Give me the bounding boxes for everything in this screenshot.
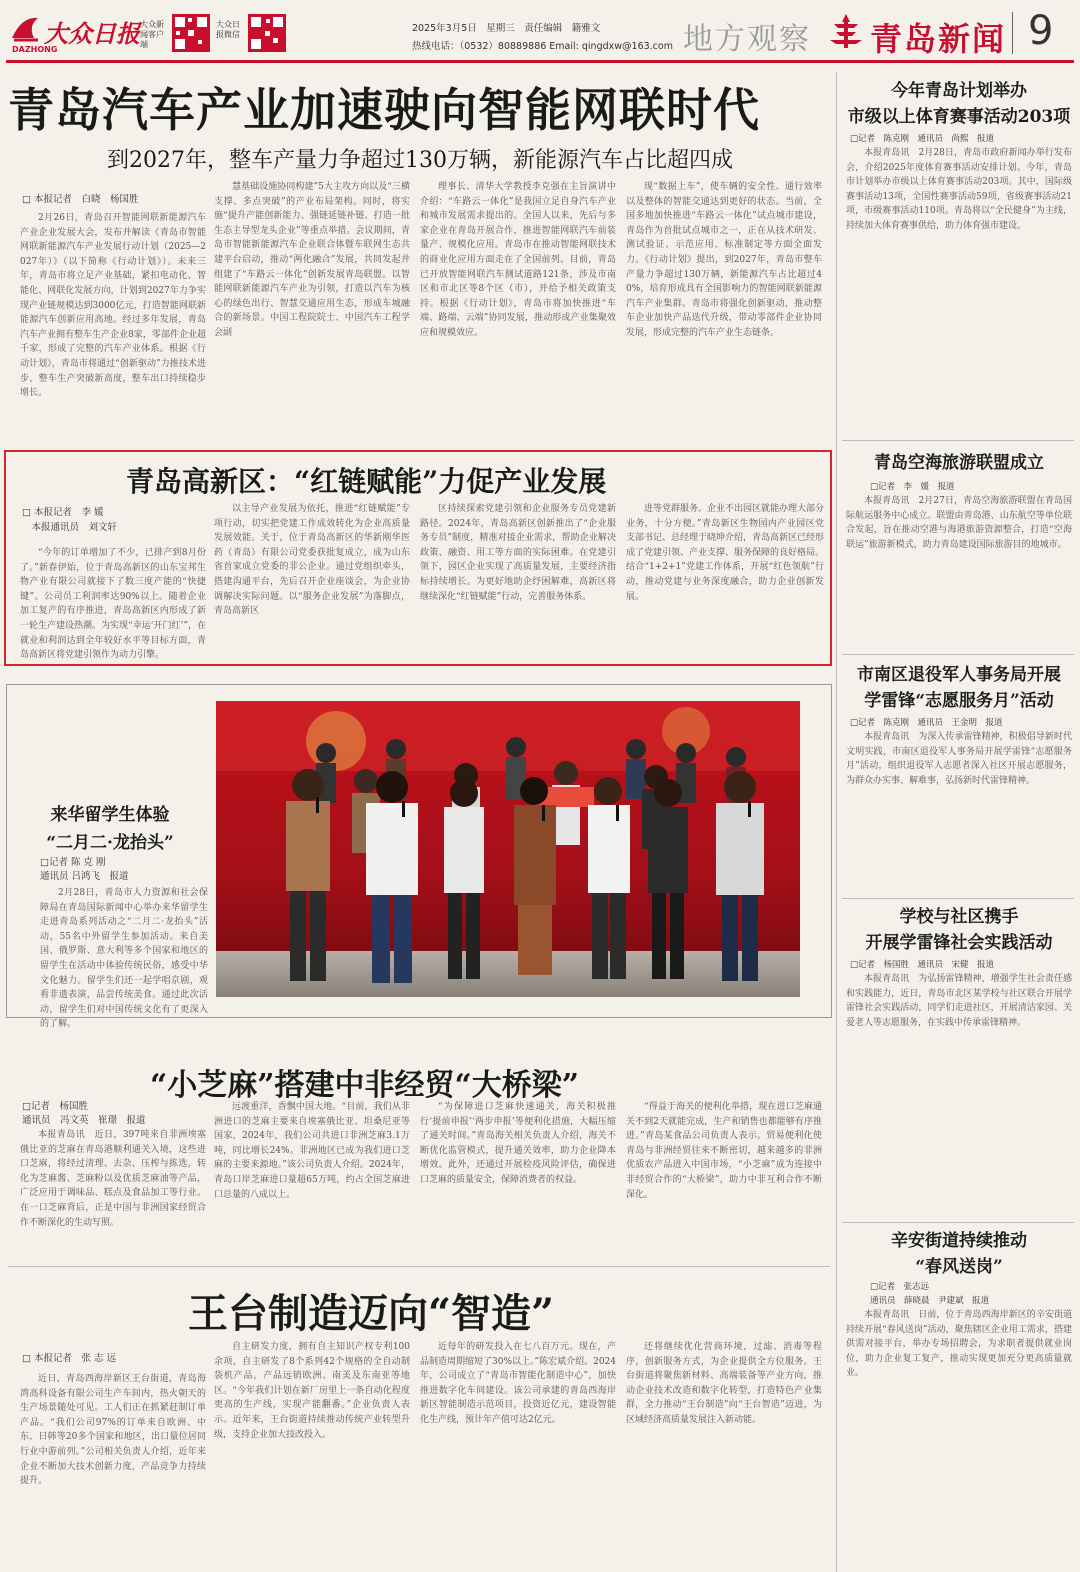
lead-col-2: 慧基础设施协同构建”5大主攻方向以及“三横支撑、多点突破”的产业布局架构。同时，将实施“提升产能创新能力、强链延链补链、打造一批生态主导型龙头企业”等重点举措。会议期间，青岛市智能新能源汽车企业联合体暨车联网生态共建平台启动，推动“两化融合”发展，共同发起并组建了“车路云一体化”创新发展青岛联盟。以智能网联新能源汽车产业为引领，打造以汽车为核心的绿色出行、智慧交通应用生态，形成车城融合的新场景。中国工程院院士、中国汽车工程学会副: [214, 182, 410, 338]
wangtai-col-1: 近日，青岛西海岸新区王台街道，青岛海湾高科设备有限公司生产车间内，热火朝天的生产场景随处可见。工人们正在抓紧赶制订单产品。“我们公司97%的订单来自欧洲、中东、日韩等20多个国家和地区，出口量位居同行业中游前列。”公司相关负责人介绍，近年来企业不断加大技术创新力度，产品竞争力持续提升。: [20, 1374, 206, 1487]
sidebar-2-title: 青岛空海旅游联盟成立: [874, 453, 1044, 473]
red-link-col-3: 区持续探索党建引领和企业服务专员党建新路径。2024年，青岛高新区创新推出了“企业服务专员”制度，精准对接企业需求，帮助企业解决政策、融资、用工等方面的实际困难。在党建引领下，园区企业实现了高质量发展，主要经济指标持续增长。为更好地助企纾困解难，高新区将继续深化“红链赋能”行动，完善服务体系。: [420, 504, 616, 602]
sidebar-3-title-1: 市南区退役军人事务局开展: [857, 665, 1061, 685]
photo-story-byline: □记者 陈 克 刚 通讯员 吕鸿飞 报道: [40, 857, 129, 882]
red-link-col-2: 以主导产业发展为依托，推进“红链赋能”专项行动，切实把党建工作成效转化为企业高质量发展效能。关于，位于青岛高新区的华新刚华医药（青岛）有限公司党委获批复成立，成为山东省首家成立党委的非公企业。通过党组织牵头，搭建沟通平台，先后召开企业座谈会，为企业协调解决实际问题。以“服务企业发展”为落脚点，青岛高新区: [214, 504, 410, 617]
pagoda-logo-icon: [826, 12, 866, 52]
logo-subtext: DAZHONG: [12, 45, 58, 54]
qr-code-1-icon: [172, 14, 210, 52]
sidebar-2-body: 本报青岛讯 2月27日，青岛空海旅游联盟在青岛国际航运服务中心成立。联盟由青岛港、山东航空等单位联合发起，旨在推动空港与海港旅游资源整合，打造“空海联运”旅游新模式，助力青岛建设国际旅游目的地城市。: [846, 496, 1072, 550]
lead-byline: □ 本报记者 白晓 杨国胜: [22, 194, 139, 205]
red-link-byline-2: 本报通讯员 刘文轩: [22, 522, 118, 533]
sidebar-3-byline: □记者 陈克刚 通讯员 王金明 报道: [850, 718, 1003, 728]
africa-col-3: “为保障进口芝麻快速通关，海关积极推行‘提前申报’‘两步申报’等便利化措施，大幅压缩了通关时间。”青岛海关相关负责人介绍，海关不断优化监管模式，提升通关效率，助力企业降本增效。此外，还通过开展检疫风险评估，确保进口芝麻的质量安全，保障消费者的权益。: [420, 1102, 616, 1185]
wangtai-col-2: 自主研发力度，拥有自主知识产权专利100余项，自主研发了8个系列42个规格的全自动制袋机产品，产品远销欧洲、南美及东南亚等地区。“今年我们计划在新厂房里上一条自动化程度更高的生产线，实现产能翻番。”企业负责人表示。近年来，王台街道持续推动传统产业转型升级，支持企业加大技改投入。: [214, 1342, 410, 1440]
red-link-col-4: 进等党群服务。企业不出园区就能办理大部分业务，十分方便。”青岛新区生物园内产业园区党支部书记、总经理于晓坤介绍，青岛高新区已经形成了党建引领、产业支撑、服务保障的良好格局。结合“1+2+1”党建工作体系，开展“红色领航”行动，推动党建与业务深度融合，助力企业创新发展。: [626, 504, 825, 602]
sidebar-3-title-2: 学雷锋“志愿服务月”活动: [864, 691, 1054, 711]
sidebar-5-title-1: 辛安街道持续推动: [891, 1231, 1027, 1251]
red-link-col-1: “今年的订单增加了不少，已排产到8月份了。”新春伊始，位于青岛高新区的山东宝邦生物产业有限公司就接下了数三度产能的“快捷键”。公司员工利润率达90%以上。随着企业加工复产的有序推进，青岛高新区内形成了新一轮生产建设热潮。为实现“幸运‘开门红’”，在就业和利润达到全年较好水平等目标方面，青岛高新区将党建引领作为动力引擎。: [20, 548, 206, 661]
africa-headline: “小芝麻”搭建中非经贸“大桥梁”: [150, 1068, 580, 1103]
lead-col-3: 理事长、清华大学教授李克强在主旨演讲中介绍：“车路云一体化”是我国立足自身汽车产业和城市发展需求提出的。全国人以来，先后与多家企业在青岛开展合作，推进智能网联汽车前装量产、规模化应用。青岛市在推动智能网联技术的商业化应用方面走在了全国前列。目前，青岛已开放智能网联汽车测试道路121条，涉及市南区和市北区等8个区（市），并给予相关政策支持。根据《行动计划》，青岛市将加快推进“车端、路端、云端”协同发展，推动形成产业集聚效应和规模效应。: [420, 182, 616, 338]
sidebar-4-body: 本报青岛讯 为弘扬雷锋精神，增强学生社会责任感和实践能力，近日，青岛市北区某学校与社区联合开展学雷锋社会实践活动，同学们走进社区，开展清洁家园、关爱老人等志愿服务，在实践中传承雷锋精神。: [846, 974, 1072, 1028]
lead-col-1: 2月26日，青岛召开智能网联新能源汽车产业企业发展大会，发布并解读《青岛市智能网联新能源汽车产业发展行动计划（2025—2027年）》（以下简称《行动计划》）。未来三年，青岛市将立足产业基础，紧扣电动化、智能化、网联化发展方向，计划到2027年力争实现产业链规模达到3000亿元，打造智能网联新能源汽车创新应用高地。经过多年发展，青岛汽车产业拥有整车生产企业8家，零部件企业超千家，形成了完整的汽车产业体系。根据《行动计划》，青岛市将通过“创新驱动”力推技术进步，整车生产突破新高度，整车出口持续稳步增长。: [20, 213, 206, 399]
wangtai-col-3: 近每年的研发投入在七八百万元。现在，产品制造周期缩短了30%以上。”陈宏斌介绍。2024年，公司成立了“青岛市智能化制造中心”，加快推进数字化车间建设。该公司承建的青岛西海岸新区智能制造示范项目，投资近亿元，建设智能化生产线，预计年产值可达2亿元。: [420, 1342, 617, 1425]
africa-col-2: 远渡重洋，香飘中国大地。“目前，我们从非洲进口的芝麻主要来自埃塞俄比亚、坦桑尼亚等国家，2024年，我们公司共进口非洲芝麻3.1万吨，同比增长24%。非洲地区已成为我们进口芝麻的主要来源地。”该公司负责人介绍。2024年，青岛口岸芝麻进口量超65万吨，约占全国芝麻进口总量的八成以上。: [214, 1102, 410, 1200]
sidebar-1-byline: □记者 陈克刚 通讯员 尚熙 报道: [850, 134, 995, 144]
photo-story-headline-2: “二月二·龙抬头”: [46, 833, 174, 853]
sidebar-5-body: 本报青岛讯 日前，位于青岛西海岸新区的辛安街道持续开展“春风送岗”活动，聚焦辖区企业用工需求，搭建供需对接平台，举办专场招聘会，为求职者提供就业岗位，助力企业复工复产，推动实现更加充分更高质量就业。: [846, 1310, 1072, 1379]
sidebar-4-title-1: 学校与社区携手: [899, 907, 1019, 927]
photo-story-headline-1: 来华留学生体验: [50, 805, 170, 825]
logo-text: 大众日报: [44, 19, 140, 48]
sidebar-4-title-2: 开展学雷锋社会实践活动: [865, 933, 1053, 953]
africa-col-4: “得益于海关的便利化举措，现在进口芝麻通关不到2天就能完成，生产和销售也都能够有序推进。”青岛某食品公司负责人表示。贸易便利化使青岛与非洲经贸往来不断密切，越来越多的非洲优质农产品进入中国市场，“小芝麻”成为连接中非经贸合作的“大桥梁”，助力中非互利合作不断深化。: [626, 1102, 822, 1200]
date-line: 2025年3月5日 星期三 责任编辑 籍雅文: [412, 23, 601, 34]
sidebar-1-body: 本报青岛讯 2月28日，青岛市政府新闻办举行发布会，介绍2025年度体育赛事活动安排计划。今年，青岛市计划举办市级以上体育赛事活动203项。其中，国际级赛事活动13项，全国性赛事活动59项，省级赛事活动21项，市级赛事活动110项。青岛将以“全民健身”为主线，持续加大体育赛事供给，助力体育强市建设。: [846, 148, 1072, 231]
page-number: 9: [1028, 8, 1054, 54]
section-title: 地方观察: [683, 22, 811, 57]
lead-headline: 青岛汽车产业加速驶向智能网联时代: [8, 83, 760, 137]
lead-subhead: 到2027年，整车产量力争超过130万辆，新能源汽车占比超四成: [107, 148, 733, 173]
masthead-rule: [6, 60, 1074, 63]
sidebar-1-title-1: 今年青岛计划举办: [891, 81, 1027, 101]
newspaper-logo: [8, 12, 138, 54]
section-name: 青岛新闻: [870, 20, 1007, 58]
africa-col-1: 本报青岛讯 近日，397吨来自非洲埃塞俄比亚的芝麻在青岛港顺利通关入境，这些进口芝麻，将经过清理、去杂、压榨与拣选，转化为芝麻酱、芝麻粉以及优质芝麻油等产品，广泛应用于调味品、糕点及食品加工等行业。在一口芝麻背后，正是中国与非洲国家经贸合作不断深化的生动写照。: [20, 1130, 206, 1228]
sidebar-2-byline: □记者 李 媛 报道: [870, 482, 955, 492]
students-performance-photo: [216, 701, 800, 997]
sidebar-3-body: 本报青岛讯 为深入传承雷锋精神，积极倡导新时代文明实践，市南区退役军人事务局开展学雷锋“志愿服务月”活动，组织退役军人志愿者深入社区开展志愿服务，为群众办实事、解难事，弘扬新时代雷锋精神。: [846, 732, 1072, 786]
photo-story-body: 2月28日，青岛市人力资源和社会保障局在青岛国际新闻中心举办来华留学生走进青岛系列活动之“二月二·龙抬头”活动，55名中外留学生参加活动。来自美国、俄罗斯、意大利等多个国家和地区的留学生在活动中体验传统民俗，感受中华文化魅力。留学生们还一起学唱京剧，观看非遗表演，品尝传统美食。通过此次活动，留学生们对中国传统文化有了更深入的了解。: [40, 888, 208, 1030]
sidebar-1-title-2: 市级以上体育赛事活动203项: [847, 107, 1071, 127]
red-link-byline-1: □ 本报记者 李 媛: [22, 507, 104, 518]
hotline: 热线电话：（0532）80889886 Email: qingdxw@163.com: [412, 41, 673, 52]
qr1-label: 大众新闻客户端: [140, 20, 164, 49]
sidebar-5-title-2: “春风送岗”: [915, 1257, 1003, 1277]
qr-code-2-icon: [248, 14, 286, 52]
sidebar-5-byline: □记者 张志远 通讯员 薛晓晨 尹建斌 报道: [870, 1282, 990, 1306]
masthead: [0, 0, 1080, 60]
wangtai-headline: 王台制造迈向“智造”: [188, 1290, 555, 1337]
logo-emblem-icon: [8, 12, 42, 46]
red-link-headline: 青岛高新区：“红链赋能”力促产业发展: [126, 465, 607, 498]
qr2-label: 大众日报微信: [216, 20, 240, 39]
lead-col-4: 现“数据上车”，使车辆的安全性、通行效率以及整体的智能交通达到更好的状态。当前，全国多地加快推进“车路云一体化”试点城市建设，青岛作为首批试点城市之一，正在从技术研发、测试验证、示范应用、标准制定等方面全面发力。《行动计划》提出，到2027年，青岛市整车产量力争超过130万辆，新能源汽车占比超过40%，培育形成具有全国影响力的智能网联新能源汽车产业集群。青岛市将强化创新驱动，推动整车企业加快产品迭代升级，带动零部件企业协同发展，形成完整的汽车产业生态链条。: [626, 182, 822, 338]
sidebar-4-byline: □记者 杨国胜 通讯员 宋健 报道: [850, 960, 995, 970]
wangtai-col-4: 还将继续优化营商环境，过滤、消毒等程序，创新服务方式，为企业提供全方位服务。王台街道将聚焦新材料、高端装备等产业方向，推动企业技术改造和数字化转型，打造特色产业集群，全力推动“王台制造”向“王台智造”迈进，为区域经济高质量发展注入新动能。: [626, 1342, 822, 1425]
africa-byline: □记者 杨国胜 通讯员 冯文英 崔璟 报道: [22, 1101, 146, 1126]
wangtai-byline: □ 本报记者 张 志 远: [22, 1353, 117, 1364]
